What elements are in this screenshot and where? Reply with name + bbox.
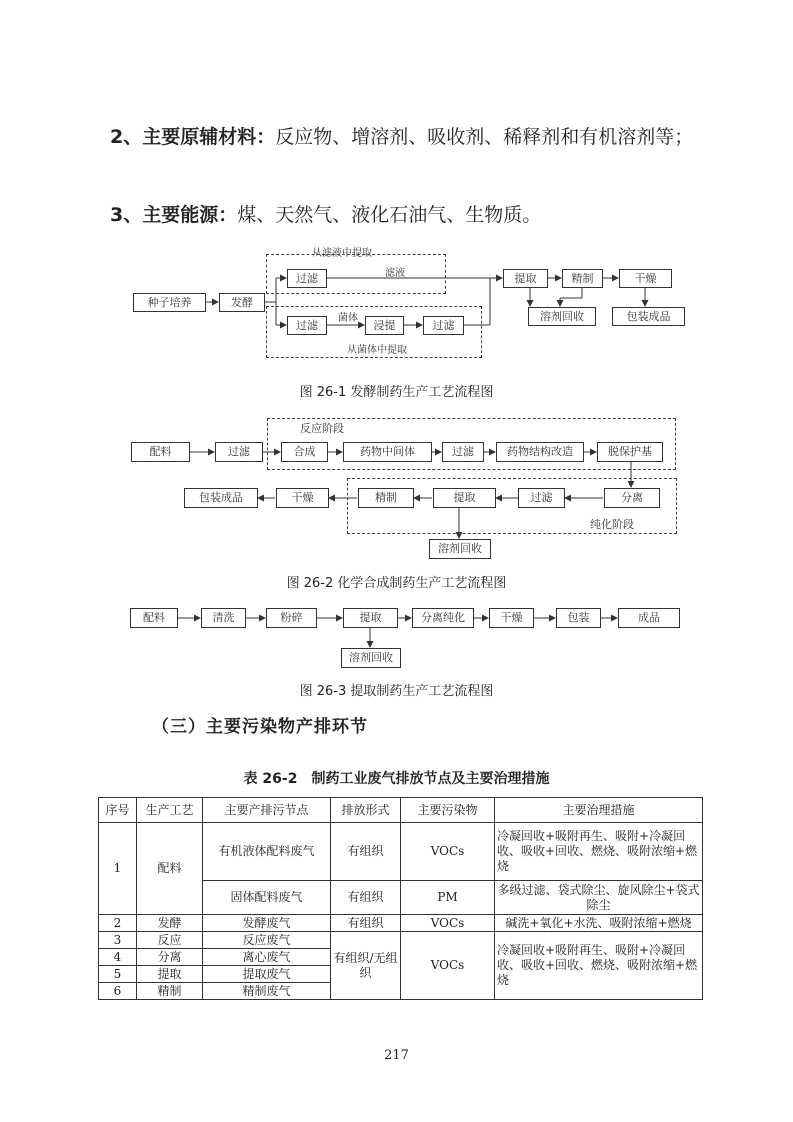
filtrate-label: 滤液 [385,268,405,279]
refine-box: 精制 [358,488,414,508]
solvent-recovery-box: 溶剂回收 [341,648,401,668]
page-number: 217 [384,1048,409,1063]
table-title: 表 26-2 制药工业废气排放节点及主要治理措施 [243,771,550,787]
leach-box: 浸提 [365,316,404,335]
from-mycelium-label: 从菌体中提取 [347,345,407,356]
header-node: 主要产排污节点 [203,798,331,823]
purification-stage-label: 纯化阶段 [590,518,634,531]
ingredients-box: 配料 [130,608,178,628]
refine-box: 精制 [562,269,603,288]
energy-text: 煤、天然气、液化石油气、生物质。 [237,204,542,226]
cell-measures: 碱洗+氧化+水洗、吸附浓缩+燃烧 [495,915,703,932]
filter-box: 过滤 [215,442,263,462]
separation-box: 分离 [604,488,660,508]
cell-process: 配料 [137,823,203,915]
package-box: 包装成品 [184,488,258,508]
cell-node: 提取废气 [203,966,331,983]
cell-node: 反应废气 [203,932,331,949]
cell-pollutant: VOCs [401,915,495,932]
cell-form: 有组织/无组织 [331,932,401,1000]
reaction-stage-label: 反应阶段 [300,422,344,435]
extract-box: 提取 [433,488,496,508]
dry-box: 干燥 [619,269,672,288]
crush-box: 粉碎 [266,608,317,628]
energy-label: 3、主要能源： [110,204,238,226]
cell-node: 精制废气 [203,983,331,1000]
fermentation-box: 发酵 [219,293,265,312]
figure-26-1-caption: 图 26-1 发酵制药生产工艺流程图 [299,385,494,400]
table-header-row [99,798,703,823]
raw-materials-text: 反应物、增溶剂、吸收剂、稀释剂和有机溶剂等； [275,126,694,148]
cell-form: 有组织 [331,881,401,915]
cell-form: 有组织 [331,915,401,932]
cell-pollutant: VOCs [401,932,495,1000]
cell-measures: 冷凝回收+吸附再生、吸附+冷凝回收、吸收+回收、燃烧、吸附浓缩+燃烧 [495,823,703,881]
cell-node: 有机液体配料废气 [203,823,331,881]
cell-no: 3 [99,932,137,949]
figure-26-2-caption: 图 26-2 化学合成制药生产工艺流程图 [286,576,507,591]
section-title: （三）主要污染物产排环节 [152,717,368,737]
structure-modification-box: 药物结构改造 [496,442,584,462]
solvent-recovery-box: 溶剂回收 [429,539,491,559]
emissions-table [98,797,703,1000]
cell-no: 2 [99,915,137,932]
cell-form: 有组织 [331,823,401,881]
cell-node: 发酵废气 [203,915,331,932]
extract-box: 提取 [343,608,398,628]
raw-materials-label: 2、主要原辅材料： [110,126,276,148]
cell-pollutant: PM [401,881,495,915]
deprotection-box: 脱保护基 [597,442,663,462]
filter2-box: 过滤 [442,442,484,462]
table-row [99,823,703,881]
seed-culture-box: 种子培养 [133,293,206,312]
from-filtrate-label: 从滤液中提取 [312,248,372,259]
cell-no: 1 [99,823,137,915]
filter-bottom2-box: 过滤 [423,316,464,335]
figure-26-3-caption: 图 26-3 提取制药生产工艺流程图 [299,684,494,699]
pack-box: 包装 [556,608,601,628]
cell-node: 离心废气 [203,949,331,966]
cell-no: 6 [99,983,137,1000]
header-pollutant: 主要污染物 [401,798,495,823]
cell-no: 4 [99,949,137,966]
cell-measures: 多级过滤、袋式除尘、旋风除尘+袋式除尘 [495,881,703,915]
header-no: 序号 [99,798,137,823]
package-box: 包装成品 [612,307,685,326]
cell-no: 5 [99,966,137,983]
filter3-box: 过滤 [518,488,565,508]
table-row [99,932,703,949]
cell-process: 精制 [137,983,203,1000]
mycelium-label: 菌体 [338,313,358,324]
header-form: 排放形式 [331,798,401,823]
cell-pollutant: VOCs [401,823,495,881]
solvent-recovery-box: 溶剂回收 [528,307,596,326]
intermediate-box: 药物中间体 [343,442,432,462]
product-box: 成品 [618,608,680,628]
cell-node: 固体配料废气 [203,881,331,915]
wash-box: 清洗 [201,608,246,628]
table-row [99,915,703,932]
filter-bottom-box: 过滤 [287,316,327,335]
extract-box: 提取 [503,269,548,288]
synthesis-box: 合成 [281,442,328,462]
cell-process: 分离 [137,949,203,966]
cell-measures: 冷凝回收+吸附再生、吸附+冷凝回收、吸收+回收、燃烧、吸附浓缩+燃烧 [495,932,703,1000]
dry-box: 干燥 [489,608,534,628]
cell-process: 提取 [137,966,203,983]
cell-process: 发酵 [137,915,203,932]
header-measures: 主要治理措施 [495,798,703,823]
dry-box: 干燥 [276,488,329,508]
filter-top-box: 过滤 [287,269,327,288]
header-process: 生产工艺 [137,798,203,823]
ingredients-box: 配料 [131,442,190,462]
cell-process: 反应 [137,932,203,949]
separation-purification-box: 分离纯化 [412,608,474,628]
